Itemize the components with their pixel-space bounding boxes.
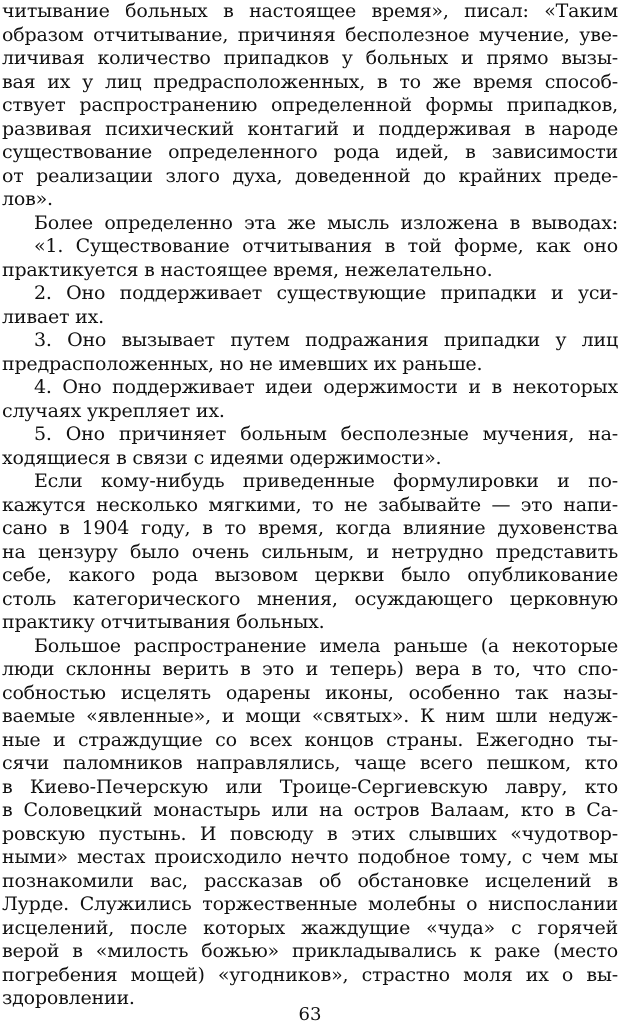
text-line: на цензуру было очень сильным, и нетрудно представить (2, 540, 618, 563)
text-line: собностью исцелять одарены иконы, особенно так назы- (2, 681, 618, 704)
text-line: ваемые «явленные», и мощи «святых». К ним шли недуж- (2, 705, 618, 727)
text-line: от реализации злого духа, доведенной до крайних преде- (2, 164, 618, 187)
text-line: предрасположенных, но не имевших их раньше. (2, 352, 483, 375)
text-line: вая их у лиц предрасположенных, в то же время способ- (2, 70, 618, 93)
text-line: Лурде. Служились торжественные молебны о ниспослании (2, 893, 618, 915)
text-line: личивая количество припадков у больных и прямо вызы- (2, 47, 618, 69)
text-line: существование определенного рода идей, в зависимости (2, 141, 618, 163)
text-line: читывание больных в настоящее время», писал: «Таким (2, 0, 618, 22)
text-line: верой в «милость божью» прикладывались к раке (место (2, 940, 618, 962)
text-line: практикуется в настоящее время, нежелательно. (2, 258, 493, 281)
text-line: погребения мощей) «угодников», страстно моля их о вы- (2, 963, 618, 986)
text-line: себе, какого рода вызовом церкви было опубликование (2, 564, 618, 586)
text-line: 3. Оно вызывает путем подражания припадки у лиц (34, 329, 618, 351)
page-number: 63 (298, 1004, 322, 1025)
text-line: «1. Существование отчитывания в той форме, как оно (34, 235, 618, 257)
text-line: лов». (2, 188, 53, 210)
text-line: 4. Оно поддерживает идеи одержимости и в некоторых (34, 376, 618, 398)
text-line: ными» местах происходило нечто подобное тому, с чем мы (2, 846, 618, 868)
text-line: исцелений, после которых жаждущие «чуда» с горячей (2, 916, 618, 939)
text-line: ходящиеся в связи с идеями одержимости». (2, 446, 442, 469)
text-line: люди склонны верить в это и теперь) вера в то, что спо- (2, 658, 618, 680)
text-line: познакомили вас, рассказав об обстановке исцелений в (2, 869, 618, 892)
text-line: ровскую пустынь. И повсюду в этих слывших «чудотвор- (2, 822, 618, 845)
text-line: Большое распространение имела раньше (а некоторые (34, 634, 618, 657)
text-line: в Киево-Печерскую или Троице-Сергиевскую лавру, кто (2, 775, 618, 798)
text-line: развивая психический контагий и поддерживая в народе (2, 117, 618, 140)
text-line: сано в 1904 году, в то время, когда влияние духовенства (2, 517, 618, 539)
text-line: ливает их. (2, 305, 104, 328)
text-line: ствует распространению определенной формы припадков, (2, 94, 618, 116)
text-line: Более определенно эта же мысль изложена в выводах: (34, 211, 618, 234)
text-line: образом отчитывание, причиняя бесполезное мучение, уве- (2, 23, 618, 46)
text-line: ные и страждущие со всех концов страны. Ежегодно ты- (2, 728, 618, 751)
text-line: Если кому-нибудь приведенные формулировки и по- (34, 470, 618, 492)
text-line: 5. Оно причиняет больным бесполезные мучения, на- (34, 423, 618, 445)
body-text (2, 0, 618, 1011)
text-line: сячи паломников направлялись, чаще всего пешком, кто (2, 752, 618, 774)
text-line: кажутся несколько мягкими, то не забывайте — это напи- (2, 493, 618, 516)
text-line: столь категорического мнения, осуждающего церковную (2, 587, 618, 610)
text-line: здоровлении. (2, 987, 135, 1009)
text-line: 2. Оно поддерживает существующие припадки и уси- (34, 282, 618, 304)
text-line: практику отчитывания больных. (2, 611, 325, 633)
text-line: в Соловецкий монастырь или на остров Валаам, кто в Са- (2, 799, 618, 821)
text-line: случаях укрепляет их. (2, 399, 225, 422)
